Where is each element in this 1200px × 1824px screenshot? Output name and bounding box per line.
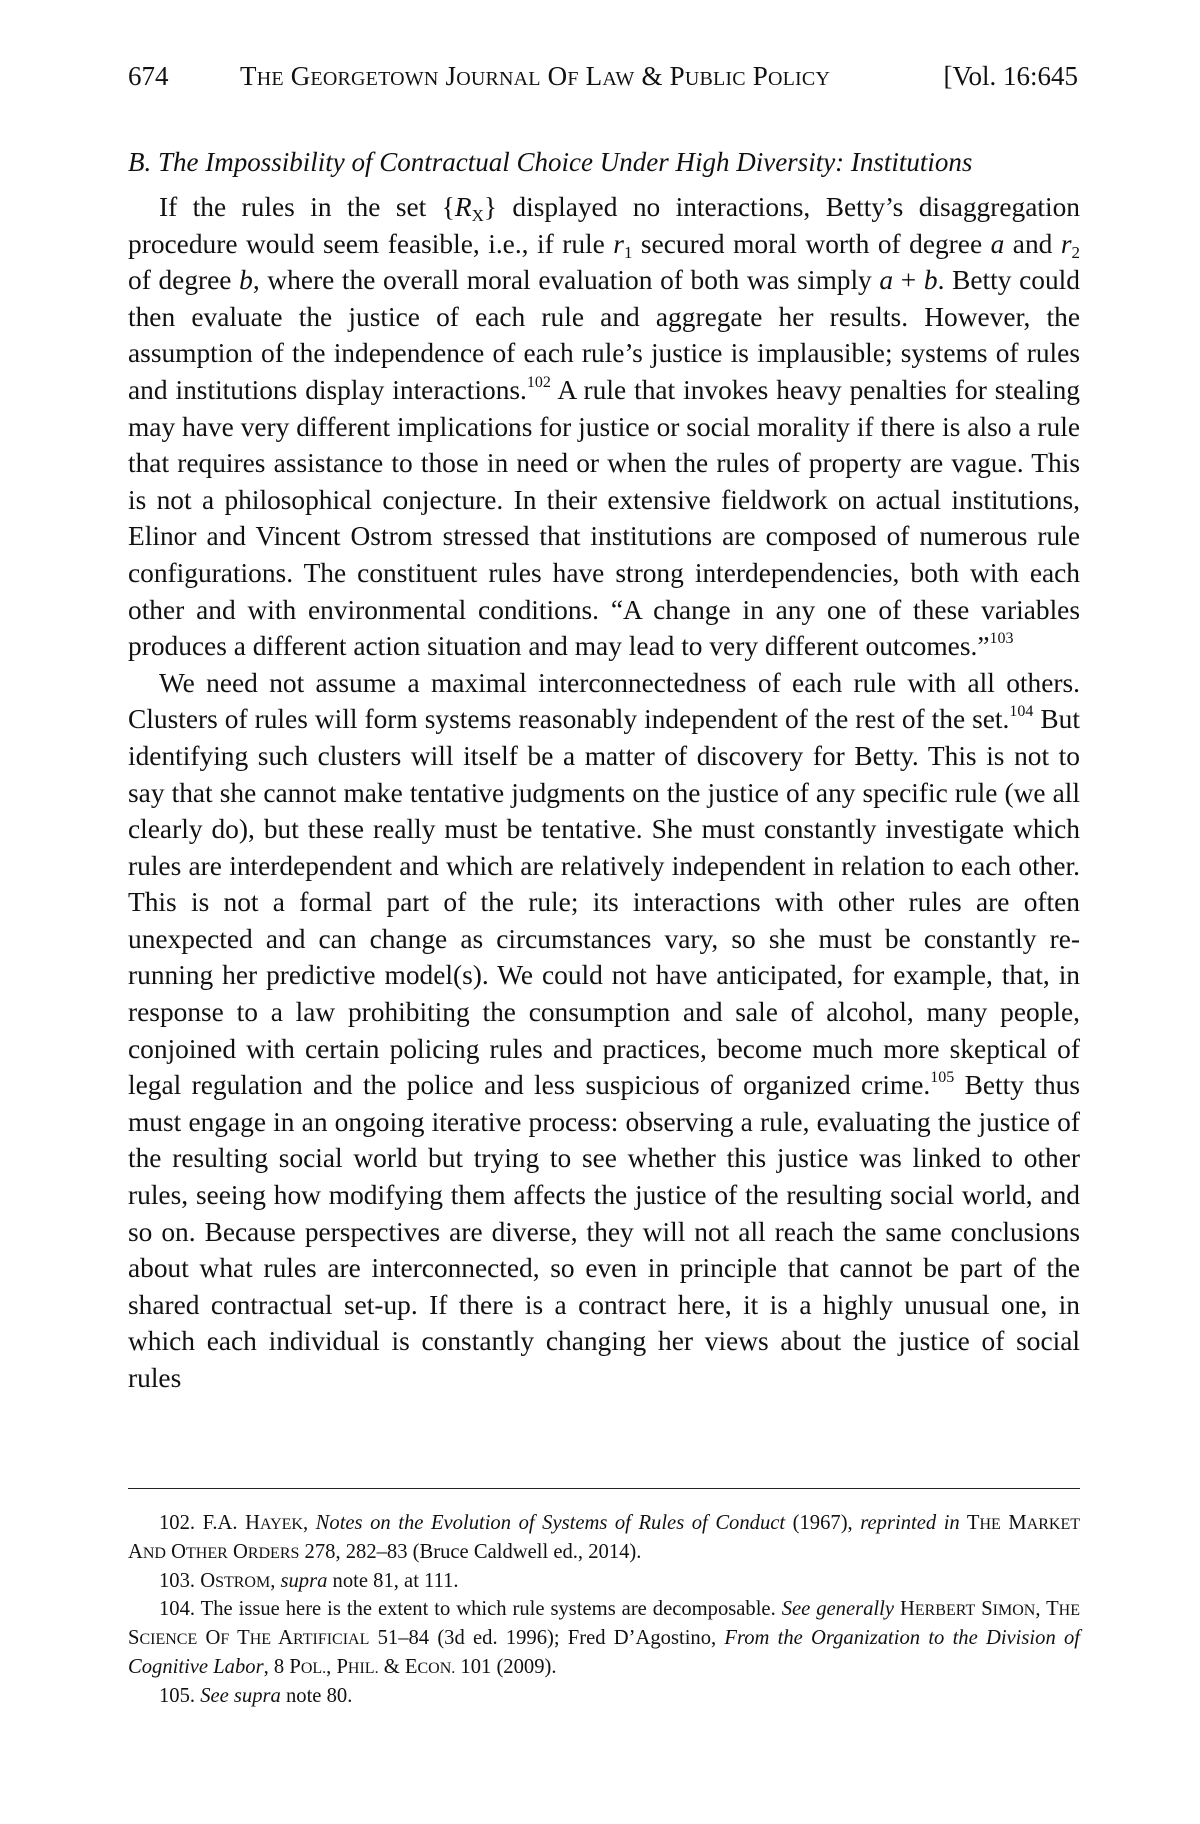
paragraph: We need not assume a maximal interconnectedness of each rule with all others. Clusters of rules will form systems reasonably independent of the rest of the set.$^{104}$ But identifying such clusters will itself be a matter of discovery for Betty. This is not to say that she cannot make tentative judgments on the justice of any specific rule (we all clearly do), but these really must be tentative. She must constantly investigate which rules are interdependent and which are relatively independent in relation to each other. This is not a formal part of the rule; its interactions with other rules are often unexpected and can change as circumstances vary, so she must be constantly re-running her predictive model(s). We could not have anticipated, for example, that, in response to a law prohibiting the consumption and sale of alcohol, many people, conjoined with certain policing rules and practices, become much more skeptical of legal regulation and the police and less suspicious of organized crime.$^{105}$ Betty thus must engage in an ongoing iterative process: observing a rule, evaluating the justice of the resulting social world but trying to see whether this justice was linked to other rules, seeing how modifying them affects the justice of the resulting social world, and so on. Because perspectives are diverse, they will not all reach the same conclusions about what rules are interconnected, so even in principle that cannot be part of the shared contractual set-up. If there is a contract here, it is a highly unusual one, in which each individual is constantly changing her views about the justice of social rules [128,667,1081,1393]
footnotes [128,1510,1080,1710]
section-heading: B. The Impossibility of Contractual Choice Under High Diversity: Institutions [128,147,973,177]
journal-title: THE GEORGETOWN JOURNAL OF LAW & PUBLIC POLICY [240,61,831,91]
footnote: 102. F.A. HAYEK, Notes on the Evolution of Systems of Rules of Conduct (1967), reprinted in THE MARKET AND OTHER ORDERS 278, 282–83 (Bruce Caldwell ed., 2014). [128,1512,1081,1563]
footnote: 103. OSTROM, supra note 81, at 111. [159,1569,459,1592]
volume-citation: [Vol. 16:645 [943,61,1078,91]
footnote: 105. See supra note 80. [159,1684,353,1707]
body-text [128,189,1080,1397]
paragraph: If the rules in the set $\{R_X\}$ displayed no interactions, Betty’s disaggregation procedure would seem feasible, i.e., if rule $r_1$ secured moral worth of degree a and $r_2$ of degree b, where the overall moral evaluation of both was simply a + b. Betty could then evaluate the justice of each rule and aggregate her results. However, the assumption of the independence of each rule’s justice is implausible; systems of rules and institutions display interactions.$^{102}$ A rule that invokes heavy penalties for stealing may have very different implications for justice or social morality if there is also a rule that requires assistance to those in need or when the rules of property are vague. This is not a philosophical conjecture. In their extensive fieldwork on actual institutions, Elinor and Vincent Ostrom stressed that institutions are composed of numerous rule configurations. The constituent rules have strong interdependencies, both with each other and with environmental conditions. “A change in any one of these variables produces a different action situation and may lead to very different outcomes.”$^{103}$ [128,192,1080,662]
footnote-divider [128,1488,1080,1489]
page-number: 674 [128,61,169,91]
running-header [128,56,1078,96]
footnote: 104. The issue here is the extent to which rule systems are decomposable. See generally HERBERT SIMON, THE SCIENCE OF THE ARTIFICIAL 51–84 (3d ed. 1996); Fred D’Agostino, From the Organization to the Division of Cognitive Labor, 8 POL., PHIL. & ECON. 101 (2009). [128,1598,1080,1678]
